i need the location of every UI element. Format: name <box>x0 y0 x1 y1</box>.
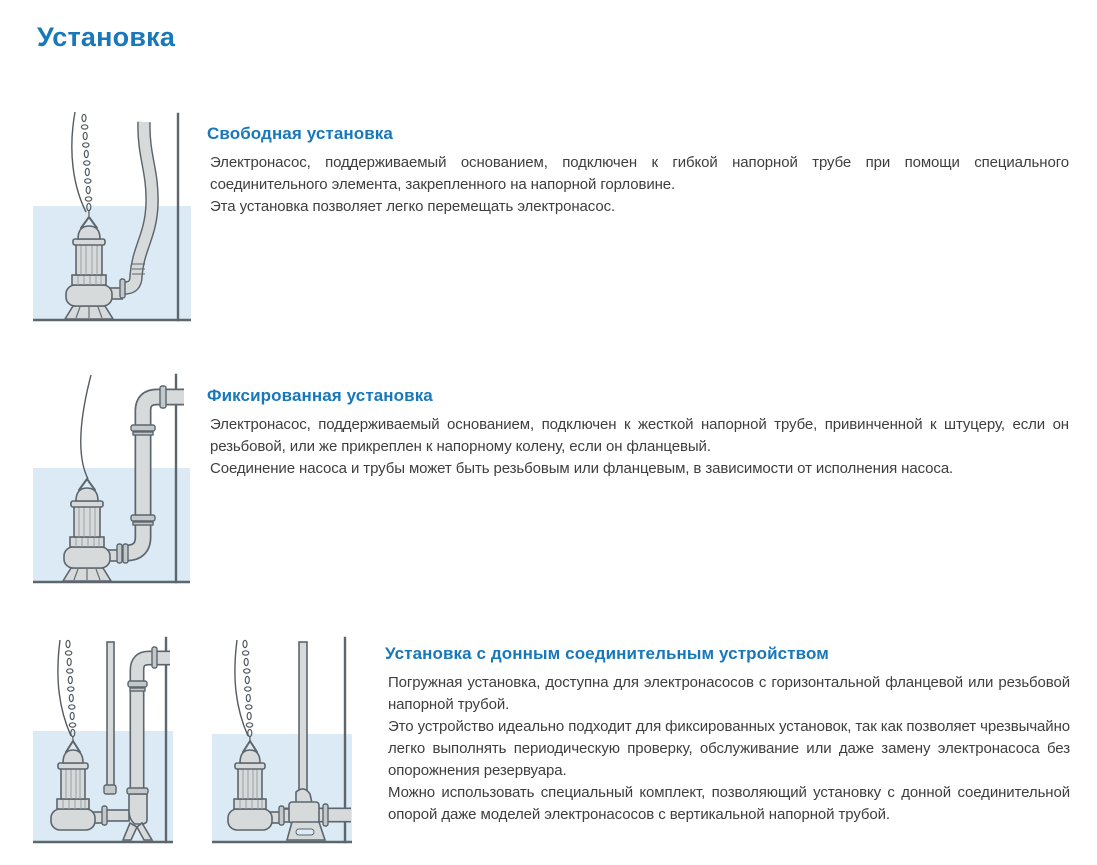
pump-flange <box>279 806 284 825</box>
section-heading-fixed: Фиксированная установка <box>207 386 433 405</box>
water-surface <box>33 468 190 583</box>
section-fixed-paragraph-2: Соединение насоса и трубы может быть резьбовым или фланцевым, в зависимости от исполнения насоса. <box>210 460 954 477</box>
water-surface <box>33 206 191 321</box>
fixed-installation-drawing <box>33 371 190 585</box>
section-heading-free: Свободная установка <box>207 124 393 143</box>
section-heading-bottom-coupling: Установка с донным соединительным устройством <box>385 644 829 663</box>
guide-rail <box>107 642 114 788</box>
power-cable <box>81 375 91 479</box>
pipe-flange <box>123 544 128 563</box>
lifting-chain <box>81 114 91 216</box>
wall-flange <box>152 647 157 668</box>
page-title: Установка <box>37 22 176 52</box>
section-fixed-installation <box>207 386 1069 480</box>
section-bottom-paragraph-3: Можно использовать специальный комплект, позволяющий установку с донной соединительной опорой даже моделей электронасосов с вертикальной напорной трубой. <box>388 784 1070 823</box>
section-bottom-coupling <box>385 644 1070 826</box>
section-fixed-paragraph-1: Электронасос, поддерживаемый основанием, подключен к жесткой напорной трубе, привинченной к штуцеру, если он резьбовой, или же прикреплен к напорному колену, если он фланцевый. <box>210 416 1069 455</box>
pump-flange <box>102 806 107 825</box>
illustration-bottom-coupling-horizontal <box>212 634 352 846</box>
section-bottom-paragraph-2: Это устройство идеально подходит для фиксированных установок, так как позволяет чрезвычайно легко выполнять периодическую проверку, обслуживание или даже замену электронасоса без опорожнения резервуара. <box>388 718 1070 779</box>
power-cable <box>235 640 248 736</box>
discharge-flange <box>120 279 125 298</box>
pipe-flange <box>323 804 328 826</box>
power-cable <box>58 640 71 736</box>
section-bottom-paragraph-1: Погружная установка, доступна для электронасосов с горизонтальной фланцевой или резьбовой напорной трубой. <box>388 674 1070 713</box>
section-free-paragraph-2: Эта установка позволяет легко перемещать электронасос. <box>210 198 616 215</box>
illustration-bottom-coupling-vertical <box>33 634 173 846</box>
free-installation-drawing <box>33 106 191 323</box>
illustration-fixed-installation <box>33 371 190 585</box>
rail-bracket <box>104 785 116 794</box>
illustration-free-installation <box>33 106 191 323</box>
wall-flange <box>160 386 166 408</box>
section-free-installation <box>207 124 1069 218</box>
section-free-paragraph-1: Электронасос, поддерживаемый основанием, подключен к гибкой напорной трубе при помощи специального соединительного элемента, закрепленного на напорной горловине. <box>210 154 1069 193</box>
bottom-coupling-vertical-drawing <box>33 634 173 846</box>
pump-flange <box>117 544 122 563</box>
bottom-coupling-horizontal-drawing <box>212 634 352 846</box>
guide-rod <box>299 642 307 796</box>
